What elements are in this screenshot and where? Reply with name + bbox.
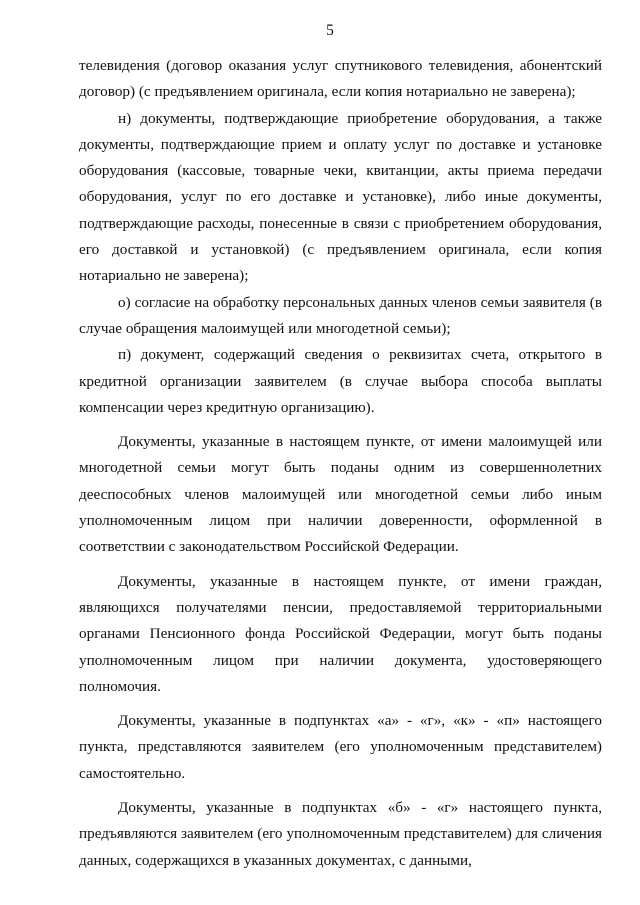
paragraph-item-o: о) согласие на обработку персональных данных членов семьи заявителя (в случае обращения малоимущей или многодетной семьи);: [79, 293, 602, 337]
paragraph-pension-documents: Документы, указанные в настоящем пункте, от имени граждан, являющихся получателями пенсии, предоставляемой территориальными органами Пенсионного фонда Российской Федерации, могут быть поданы уполномоченным лицом при наличии документа, удостоверяющего полномочия.: [79, 572, 602, 695]
paragraph-subitems-a-g: Документы, указанные в подпунктах «а» - «г», «к» - «п» настоящего пункта, представляются заявителем (его уполномоченным представителем) самостоятельно.: [79, 712, 602, 782]
page-number: 5: [326, 22, 334, 39]
paragraph-subitems-b-g: Документы, указанные в подпунктах «б» - «г» настоящего пункта, предъявляются заявителем (его уполномоченным представителем) для сличения данных, содержащихся в указанных документах, с данными,: [79, 799, 602, 869]
document-body: [79, 53, 602, 874]
paragraph-family-documents: Документы, указанные в настоящем пункте, от имени малоимущей или многодетной семьи могут быть поданы одним из совершеннолетних дееспособных членов малоимущей или многодетной семьи либо иным уполномоченным лицом при наличии доверенности, оформленной в соответствии с законодательством Российской Федерации.: [79, 433, 602, 556]
paragraph-item-p: п) документ, содержащий сведения о реквизитах счета, открытого в кредитной организации заявителем (в случае выбора способа выплаты компенсации через кредитную организацию).: [79, 346, 602, 416]
paragraph-continuation: телевидения (договор оказания услуг спутникового телевидения, абонентский договор) (с предъявлением оригинала, если копия нотариально не заверена);: [79, 57, 602, 101]
paragraph-item-n: н) документы, подтверждающие приобретение оборудования, а также документы, подтверждающие прием и оплату услуг по доставке и установке оборудования (кассовые, товарные чеки, квитанции, акты приема передачи оборудования, услуг по его доставке и установке), либо иные документы, подтверждающие расходы, понесенные в связи с приобретением оборудования, его доставкой и установкой) (с предъявлением оригинала, если копия нотариально не заверена);: [79, 109, 602, 285]
